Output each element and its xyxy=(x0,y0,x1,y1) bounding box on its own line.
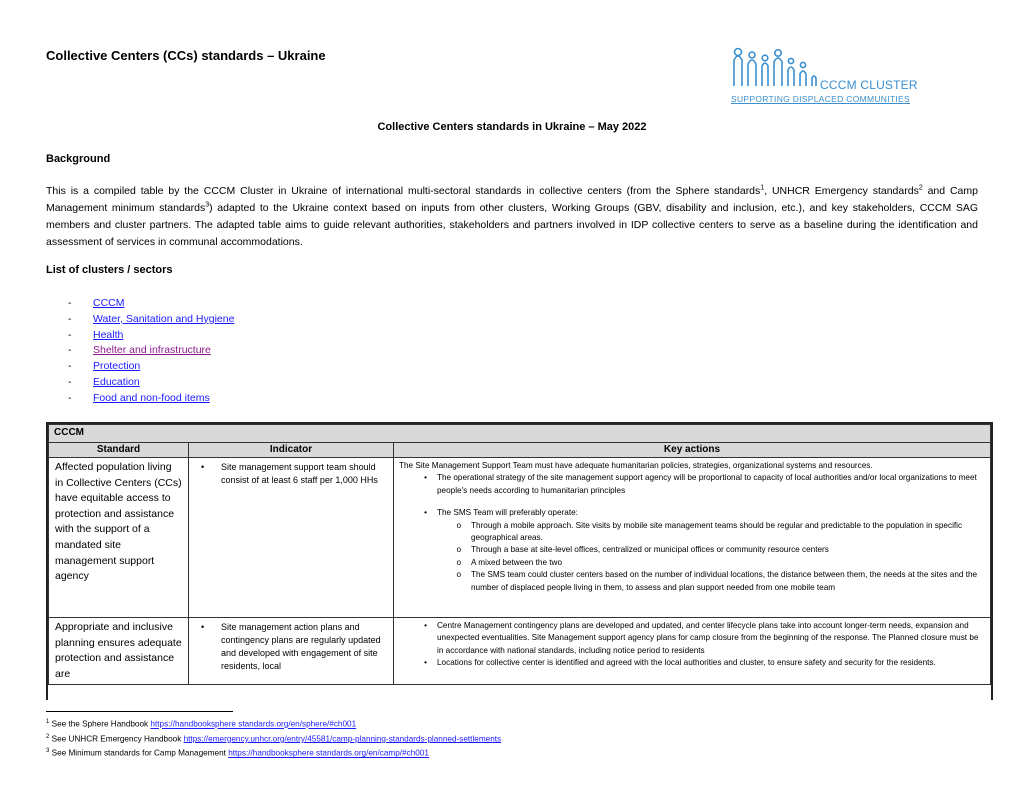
key-actions-cell: • Centre Management contingency plans are developed and updated, and center lifecycle plans take into account longer-term needs, expansion and unexpected eventualities. Site Management support agency plans for camp closure from the beginning of the response. The Planned closure must be in accordance with national standards, including notice period to residents • Locations for collective center is identified and agreed with the local authorities and cluster, to ensure safety and security for the residents. xyxy=(394,618,991,685)
page-title: Collective Centers standards in Ukraine – May 2022 xyxy=(377,121,647,133)
cluster-link-education[interactable]: Education xyxy=(93,375,140,388)
footnote-1: $^1$ See the Sphere Handbook https://handbooksphere standards.org/en/sphere/#ch001 xyxy=(46,719,357,729)
footnotes xyxy=(46,716,501,760)
list-item: - Health xyxy=(68,328,234,344)
cluster-link-shelter[interactable]: Shelter and infrastructure xyxy=(93,344,211,357)
indicator-cell: • Site management support team should consist of at least 6 staff per 1,000 HHs xyxy=(189,458,394,618)
standard-cell: Appropriate and inclusive planning ensures adequate protection and assistance are xyxy=(49,618,189,685)
document-header-title: Collective Centers (CCs) standards – Ukraine xyxy=(46,48,326,63)
background-heading: Background xyxy=(46,153,111,165)
column-header-indicator: Indicator xyxy=(189,443,394,458)
column-header-standard: Standard xyxy=(49,443,189,458)
background-paragraph: This is a compiled table by the CCCM Cluster in Ukraine of international multi-sectoral standards in collective centers (from the Sphere standards$^1$, UNHCR Emergency standards$^2$ and Camp Management minimum standards$^3$) adapted to the Ukraine context based on inputs from other clusters, Working Groups (GBV, disability and inclusion, etc.), and key stakeholders, CCCM SAG members and cluster partners. The adapted table aims to guide relevant authorities, stakeholders and partners involved in IDP collective centers to serve as a baseline during the identification and assessment of services in communal accommodations. xyxy=(46,184,978,248)
cluster-link-cccm[interactable]: CCCM xyxy=(93,297,125,309)
standard-cell: Affected population living in Collective Centers (CCs) have equitable access to protection and assistance with the support of a mandated site management support agency xyxy=(49,458,189,618)
footnote-divider xyxy=(46,711,233,712)
footnote-link-unhcr[interactable]: https://emergency.unhcr.org/entry/45581/camp-planning-standards-planned-settlements xyxy=(183,734,502,744)
list-item: - CCCM xyxy=(68,296,234,312)
cluster-link-health[interactable]: Health xyxy=(93,328,124,341)
key-actions-cell: The Site Management Support Team must have adequate humanitarian policies, strategies, organizational systems and resources. • The operational strategy of the site management support agency will be proportional to capacity of local authorities and/or local organizations to meet people's needs according to humanitarian principles • The SMS Team will preferably operate: o Through a mobile approach. Site visits by mobile site management teams should be regular and predictable to the population in specific geographical areas. o Through a base at site-level offices, centralized or municipal offices or community resource centers o A mixed between the two o The SMS team could cluster centers based on the number of individual locations, the distance between them, the needs at the sites and the number of displaced people living in them, to assess and plan support needed from one mobile team xyxy=(394,458,991,618)
footnote-3: $^3$ See Minimum standards for Camp Management https://handbooksphere standards.org/en/camp/#ch001 xyxy=(46,748,429,759)
list-item: - Education xyxy=(68,375,234,391)
table-row xyxy=(49,618,991,685)
footnote-link-camp-management[interactable]: https://handbooksphere standards.org/en/camp/#ch001 xyxy=(228,749,429,759)
indicator-cell: • Site management action plans and contingency plans are regularly updated and developed with engagement of site residents, local xyxy=(189,618,394,685)
standards-table xyxy=(46,422,993,700)
table-row xyxy=(49,458,991,618)
clusters-list xyxy=(68,296,234,407)
list-item: - Food and non-food items xyxy=(68,391,234,407)
list-item: - Protection xyxy=(68,359,234,375)
footnote-ref-1[interactable]: 1 xyxy=(760,184,765,192)
cluster-link-protection[interactable]: Protection xyxy=(93,360,141,373)
footnote-ref-2[interactable]: 2 xyxy=(918,184,923,192)
footnote-2: $^2$ See UNHCR Emergency Handbook https://emergency.unhcr.org/entry/45581/camp-planning-standards-planned-settlements xyxy=(46,733,502,744)
logo-name: CCCM CLUSTER xyxy=(820,78,918,92)
list-item: - Shelter and infrastructure xyxy=(68,343,234,359)
footnote-ref-3[interactable]: 3 xyxy=(205,201,210,209)
table-section-title: CCCM xyxy=(49,425,991,443)
cluster-link-food-nfi[interactable]: Food and non-food items xyxy=(93,391,210,404)
logo-tagline: SUPPORTING DISPLACED COMMUNITIES xyxy=(731,94,910,104)
clusters-heading: List of clusters / sectors xyxy=(46,264,173,276)
footnote-link-sphere[interactable]: https://handbooksphere standards.org/en/sphere/#ch001 xyxy=(150,719,357,729)
column-header-key-actions: Key actions xyxy=(394,443,991,458)
list-item: - Water, Sanitation and Hygiene xyxy=(68,312,234,328)
cluster-link-wash[interactable]: Water, Sanitation and Hygiene xyxy=(93,312,235,325)
